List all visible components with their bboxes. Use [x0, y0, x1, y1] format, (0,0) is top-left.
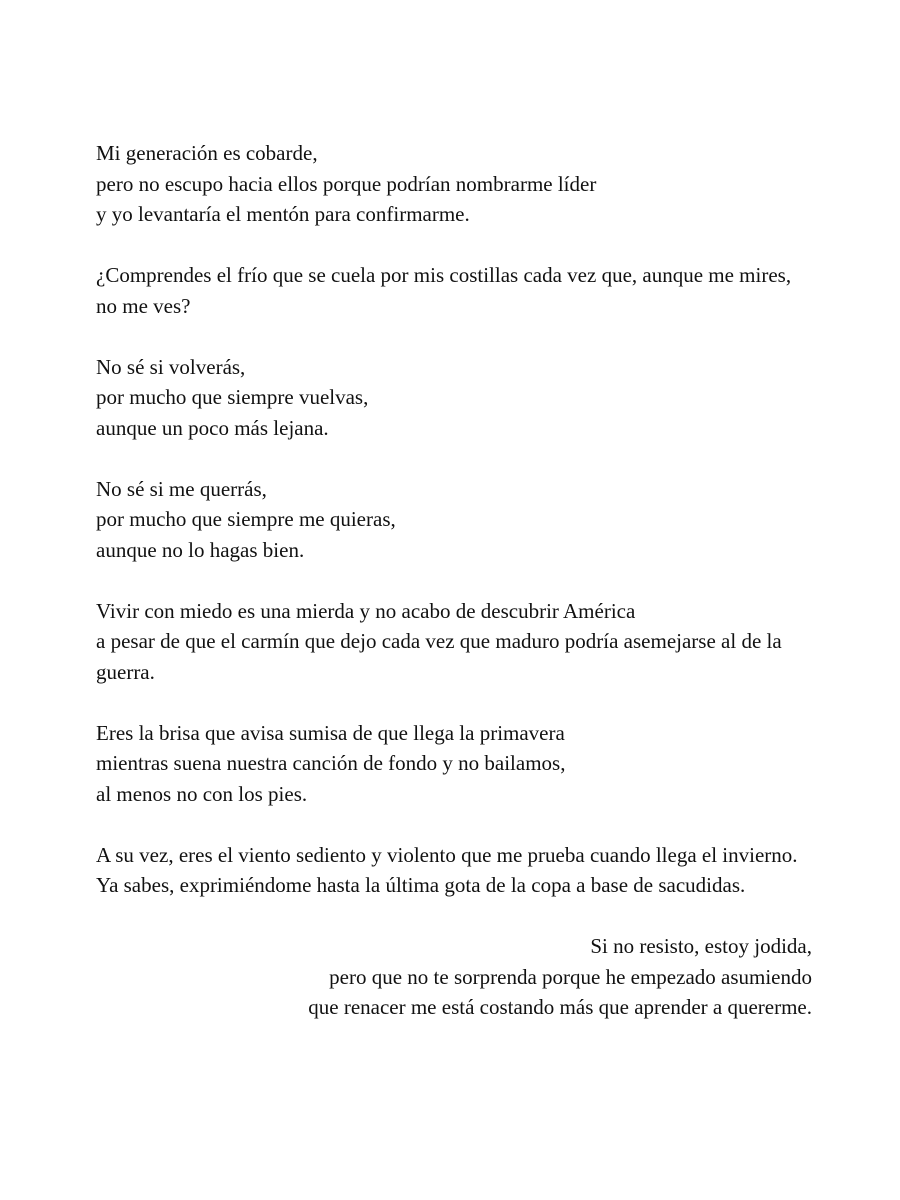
poem-line: aunque un poco más lejana. — [96, 415, 329, 440]
poem-line: No sé si volverás, — [96, 354, 246, 379]
poem-line: al menos no con los pies. — [96, 781, 308, 806]
stanza-4 — [96, 474, 816, 566]
poem-line: por mucho que siempre me quieras, — [96, 507, 396, 531]
stanza-3 — [96, 352, 816, 444]
poem-line: A su vez, eres el viento sediento y violento que me prueba cuando llega el invierno. — [96, 842, 798, 867]
stanza-6 — [96, 718, 816, 810]
stanza-7 — [96, 840, 816, 901]
poem-line: pero no escupo hacia ellos porque podrían nombrarme líder — [96, 171, 597, 196]
poem-line: Eres la brisa que avisa sumisa de que llega la primavera — [96, 720, 565, 745]
poem-line: Mi generación es cobarde, — [96, 141, 318, 165]
poem-line: Si no resisto, estoy jodida, — [590, 934, 812, 958]
poem-line: pero que no te sorprenda porque he empezado asumiendo — [329, 964, 812, 989]
poem-line: Vivir con miedo es una mierda y no acabo de descubrir América — [96, 598, 636, 623]
poem-line: aunque no lo hagas bien. — [96, 537, 305, 562]
poem-line: por mucho que siempre vuelvas, — [96, 385, 369, 409]
poem-line: y yo levantaría el mentón para confirmarme. — [96, 202, 470, 226]
poem-line: No sé si me querrás, — [96, 476, 267, 501]
poem-line: Ya sabes, exprimiéndome hasta la última gota de la copa a base de sacudidas. — [96, 873, 746, 897]
stanza-2 — [96, 260, 816, 321]
stanza-5 — [96, 596, 816, 688]
poem-line: mientras suena nuestra canción de fondo y no bailamos, — [96, 751, 566, 775]
stanza-8-right-aligned — [96, 931, 812, 1023]
poem-line: ¿Comprendes el frío que se cuela por mis costillas cada vez que, aunque me mires, no me ves? — [96, 263, 792, 318]
stanza-1 — [96, 138, 816, 230]
poem-line: que renacer me está costando más que aprender a quererme. — [308, 995, 812, 1019]
poem-body — [96, 138, 816, 1053]
poem-line: a pesar de que el carmín que dejo cada vez que maduro podría asemejarse al de la guerra. — [96, 629, 782, 684]
